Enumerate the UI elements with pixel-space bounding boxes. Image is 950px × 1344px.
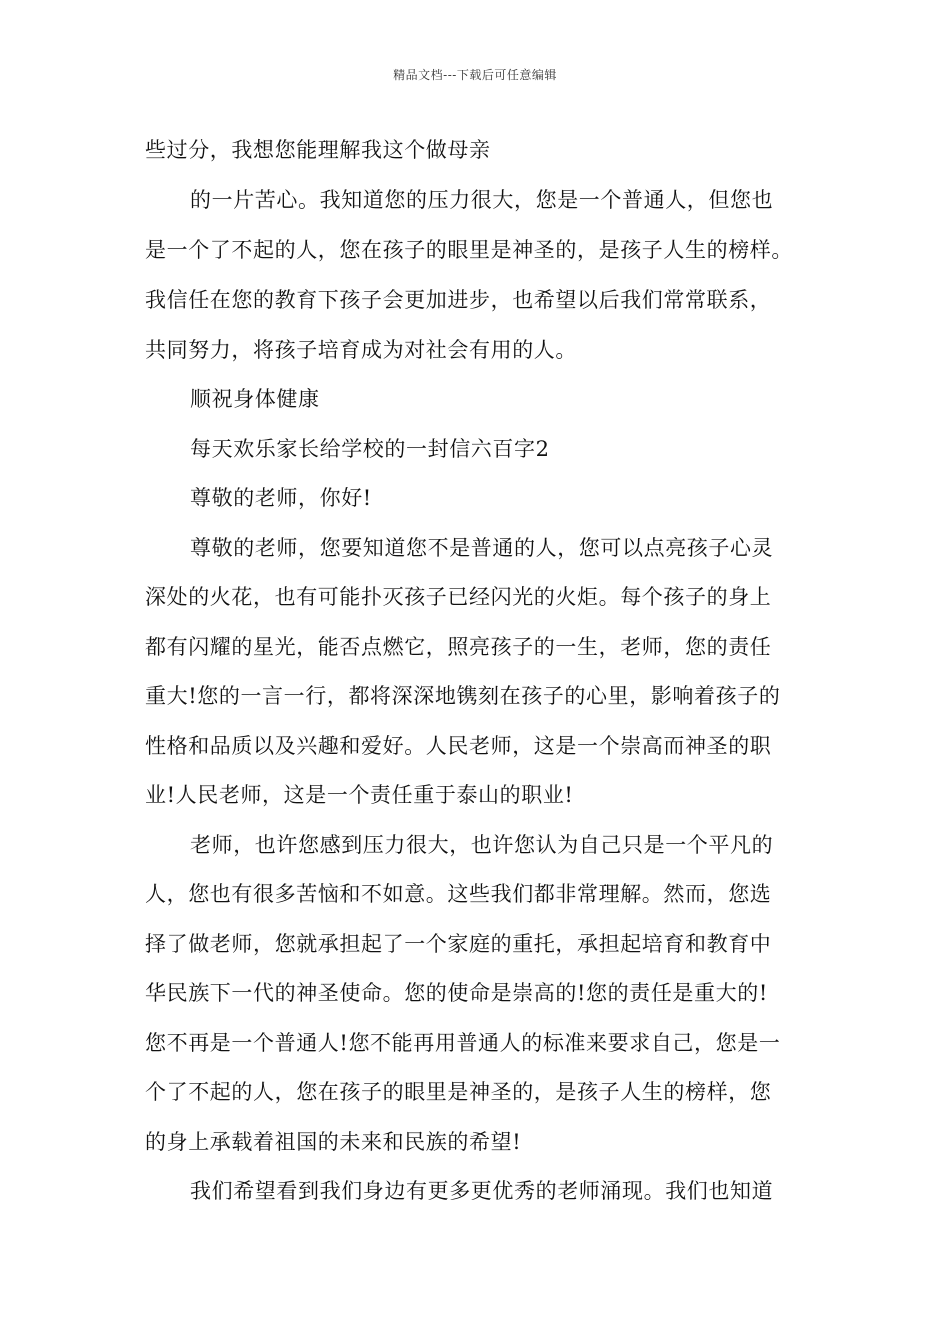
body-line: 深处的火花，也有可能扑灭孩子已经闪光的火炬。每个孩子的身上: [145, 585, 772, 609]
body-line: 您不再是一个普通人!您不能再用普通人的标准来要求自己，您是一: [145, 1031, 781, 1055]
section-title: 每天欢乐家长给学校的一封信六百字2: [190, 437, 550, 461]
body-line: 我们希望看到我们身边有更多更优秀的老师涌现。我们也知道: [190, 1179, 774, 1203]
body-line: 的一片苦心。我知道您的压力很大，您是一个普通人，但您也: [190, 188, 774, 212]
body-line: 重大!您的一言一行，都将深深地镌刻在孩子的心里，影响着孩子的: [145, 684, 781, 708]
body-line: 业!人民老师，这是一个责任重于泰山的职业!: [145, 783, 574, 807]
body-line: 共同努力，将孩子培育成为对社会有用的人。: [145, 338, 577, 362]
body-line: 人，您也有很多苦恼和不如意。这些我们都非常理解。然而，您选: [145, 882, 772, 906]
body-line: 老师，也许您感到压力很大，也许您认为自己只是一个平凡的: [190, 833, 774, 857]
body-line: 都有闪耀的星光，能否点燃它，照亮孩子的一生，老师，您的责任: [145, 635, 772, 659]
body-line: 是一个了不起的人，您在孩子的眼里是神圣的，是孩子人生的榜样。: [145, 238, 793, 262]
body-line: 个了不起的人，您在孩子的眼里是神圣的，是孩子人生的榜样，您: [145, 1080, 772, 1104]
page-header: 精品文档---下载后可任意编辑: [393, 68, 557, 82]
salutation: 尊敬的老师，你好!: [190, 486, 372, 510]
body-line: 我信任在您的教育下孩子会更加进步，也希望以后我们常常联系，: [145, 288, 772, 312]
body-line: 性格和品质以及兴趣和爱好。人民老师，这是一个崇高而神圣的职: [145, 734, 772, 758]
closing-line: 顺祝身体健康: [190, 387, 320, 411]
body-line: 尊敬的老师，您要知道您不是普通的人，您可以点亮孩子心灵: [190, 536, 774, 560]
body-line: 择了做老师，您就承担起了一个家庭的重托，承担起培育和教育中: [145, 932, 772, 956]
body-line: 些过分，我想您能理解我这个做母亲: [145, 138, 491, 162]
body-line: 的身上承载着祖国的未来和民族的希望!: [145, 1130, 522, 1154]
body-line: 华民族下一代的神圣使命。您的使命是崇高的!您的责任是重大的!: [145, 981, 768, 1005]
